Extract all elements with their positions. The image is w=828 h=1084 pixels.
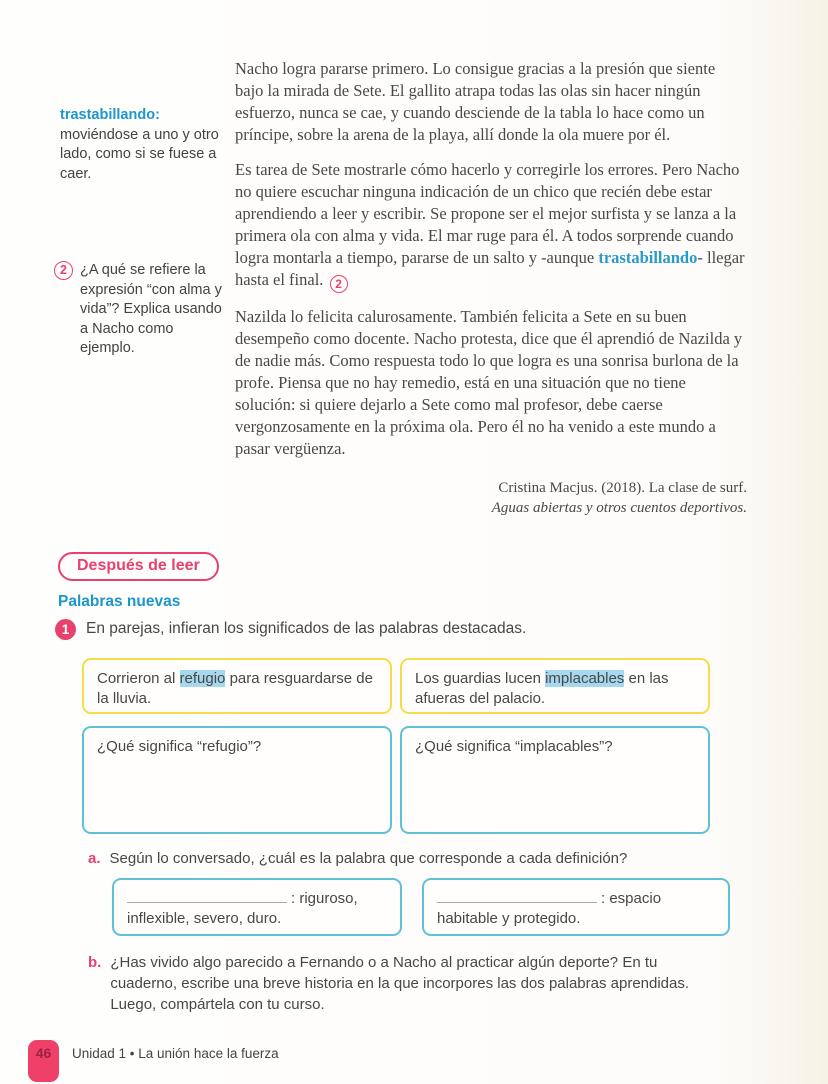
answer-box-refugio (82, 726, 392, 834)
margin-gloss (60, 106, 222, 184)
item-1-number-badge: 1 (55, 619, 76, 640)
answer-box-implacables (400, 726, 710, 834)
example-1-text: Corrieron al (97, 670, 180, 687)
story-paragraph-3: Nazilda lo felicita calurosamente. También felicita a Sete en su buen desempeño como docente. Nacho protesta, dice que él aprendió de Nazilda y de nadie más. Como respuesta todo lo que logra es una sonrisa burlona de la profe. Piensa que no hay remedio, está en una situación que no tiene solución: si quiere dejarlo a Sete como mal profesor, debe caerse vergonzosamente en la próxima ola. Pero él no ha venido a este mundo a pasar vergüenza. (235, 307, 743, 458)
item-a-label: a. (88, 850, 101, 867)
attribution-book-title: Aguas abiertas y otros cuentos deportivos. (491, 500, 747, 516)
activity-item-a (88, 848, 720, 869)
example-2-text-after: en las afueras del palacio. (415, 670, 669, 707)
attribution-author: Cristina Macjus. (2018). La clase de surf. (498, 480, 747, 496)
paragraph-2-text-before: Es tarea de Sete mostrarle cómo hacerlo y corregirle los errores. Pero Nacho no quiere escuchar ninguna indicación de un chico que recién debe estar aprendiendo a leer y escribir. Se propone ser el mejor surfista y se lanza a la primera ola con alma y vida. El mar ruge para él. A todos sorprende cuando logra montarla a tiempo, pararse de un salto y -aunque (235, 160, 740, 267)
highlighted-word-implacables: implacables (545, 670, 625, 687)
question-2-text: ¿A qué se refiere la expresión “con alma y vida”? Explica usando a Nacho como ejemplo. (80, 262, 222, 356)
item-b-instruction: ¿Has vivido algo parecido a Fernando o a Nacho al practicar algún deporte? En tu cuaderno, escribe una breve historia en la que incorpores las dos palabras aprendidas. Luego, compártela con tu curso. (110, 954, 690, 1013)
paragraph-2-text-after: - llegar hasta el final. (235, 248, 745, 289)
answer-blank-1 (127, 889, 287, 903)
story-text (235, 58, 747, 518)
story-paragraph-2 (235, 159, 747, 293)
definition-2-text: : espacio habitable y protegido. (437, 890, 662, 927)
margin-question-2 (54, 261, 222, 359)
item-1-instruction: En parejas, infieran los significados de las palabras destacadas. (86, 620, 527, 637)
highlighted-word-refugio: refugio (179, 670, 226, 687)
question-2-marker: 2 (54, 261, 73, 280)
question-implacables: ¿Qué significa “implacables”? (415, 738, 613, 755)
definition-box-1 (112, 878, 402, 936)
example-sentence-box-refugio (82, 658, 392, 714)
definition-1-text: : riguroso, inflexible, severo, duro. (127, 890, 358, 927)
gloss-term: trastabillando: (60, 107, 160, 123)
question-2-inline-marker: 2 (330, 275, 348, 293)
story-paragraph-1: Nacho logra pararse primero. Lo consigue gracias a la presión que siente bajo la mirada de Sete. El gallito atrapa todas las olas sin hacer ningún esfuerzo, nunca se cae, y cuando desciende de la tabla lo hace como un príncipe, sobre la arena de la playa, allí donde la ola muere por él. (235, 59, 716, 144)
activity-item-1 (55, 620, 715, 640)
subsection-palabras-nuevas: Palabras nuevas (58, 593, 181, 610)
definition-box-2 (422, 878, 730, 936)
answer-blank-2 (437, 889, 597, 903)
glossed-word: trastabillando (598, 248, 698, 267)
example-2-text: Los guardias lucen (415, 670, 546, 687)
page-number-badge: 46 (28, 1040, 59, 1082)
item-a-instruction: Según lo conversado, ¿cuál es la palabra que corresponde a cada definición? (109, 850, 628, 867)
activity-item-b (88, 952, 720, 1015)
item-b-label: b. (88, 954, 102, 971)
source-attribution (235, 478, 747, 518)
example-1-text-after: para resguardarse de la lluvia. (97, 670, 373, 707)
example-sentence-box-implacables (400, 658, 710, 714)
section-badge-despues-de-leer: Después de leer (58, 552, 219, 581)
footer-unit-title: Unidad 1 • La unión hace la fuerza (72, 1046, 279, 1061)
gloss-definition: moviéndose a uno y otro lado, como si se fuese a caer. (60, 126, 219, 182)
question-refugio: ¿Qué significa “refugio”? (97, 738, 262, 755)
